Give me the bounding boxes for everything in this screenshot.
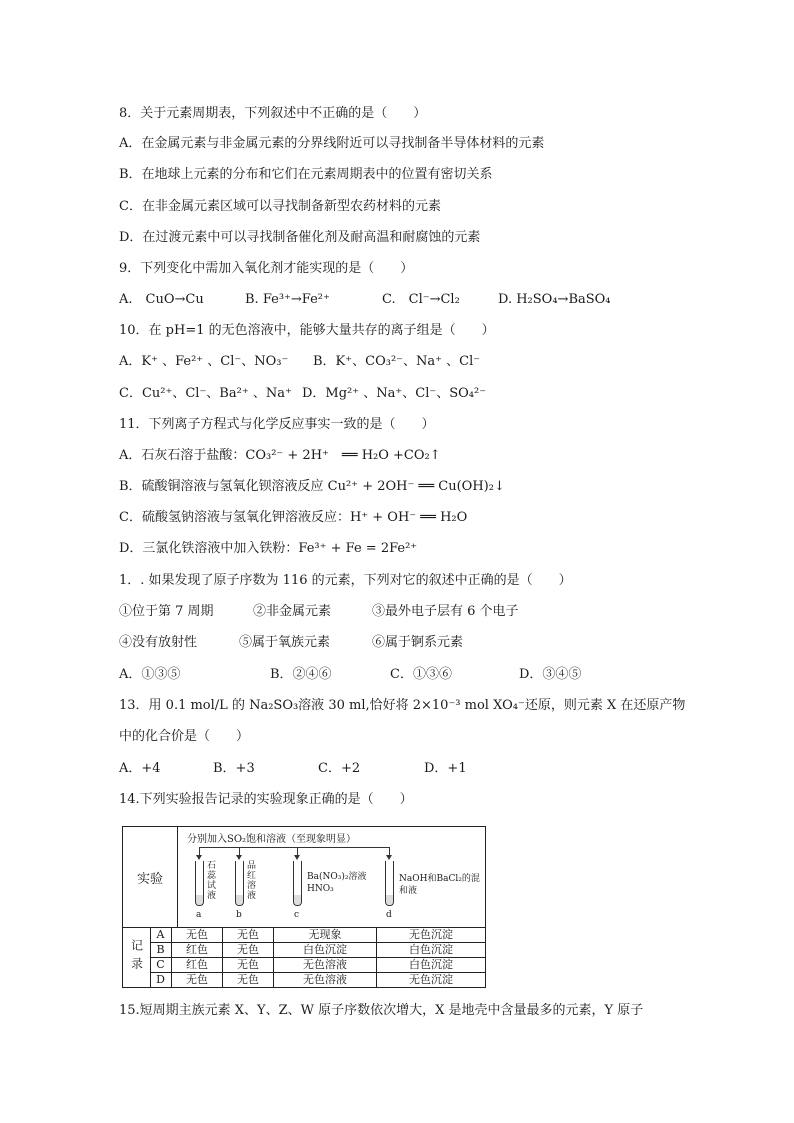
row-a-col-a: 无色 — [172, 927, 223, 942]
row-c-letter: C — [150, 957, 172, 972]
tube-c — [293, 861, 302, 906]
row-d-letter: D — [150, 972, 172, 987]
row-a-col-d: 无色沉淀 — [409, 928, 453, 941]
q12-statement-3: ③最外电子层有 6 个电子 — [372, 604, 519, 619]
diagram-caption: 分别加入SO₂饱和溶液（至现象明显） — [187, 834, 357, 845]
q12-statement-5: ⑤属于氧族元素 — [239, 635, 331, 650]
q8-option-b: B．在地球上元素的分布和它们在元素周期表中的位置有密切关系 — [119, 167, 493, 182]
experiment-header-label: 实验 — [123, 827, 178, 928]
record-label — [123, 927, 151, 987]
row-a-letter: A — [150, 927, 172, 942]
row-a-col-b: 无色 — [223, 927, 274, 942]
row-d-col-c: 无色溶液 — [274, 972, 377, 987]
q11-option-c: C．硫酸氢钠溶液与氢氧化钾溶液反应：H⁺ + OH⁻ ══ H₂O — [119, 510, 468, 525]
q11-option-b: B．硫酸铜溶液与氢氧化钡溶液反应 Cu²⁺ + 2OH⁻ ══ Cu(OH)₂↓ — [119, 479, 505, 494]
tube-d-label: NaOH和BaCl₂的混和液 — [399, 874, 480, 896]
q12-stem: 1．. 如果发现了原子序数为 116 的元素，下列对它的叙述中正确的是（ ） — [119, 573, 572, 588]
q10-option-c: C．Cu²⁺、Cl⁻、Ba²⁺ 、Na⁺ — [119, 386, 292, 401]
q8-option-a: A．在金属元素与非金属元素的分界线附近可以寻找制备半导体材料的元素 — [119, 136, 545, 151]
tube-b — [235, 861, 244, 906]
tube-c-label: Ba(NO₃)₂溶液 HNO₃ — [307, 872, 367, 894]
q13-stem-line2: 中的化合价是（ ） — [119, 729, 250, 744]
q13-option-b: B．+3 — [213, 761, 255, 776]
q13-option-c: C．+2 — [318, 761, 361, 776]
q12-option-d: D．③④⑤ — [519, 667, 582, 682]
q12-statement-4: ④没有放射性 — [119, 635, 198, 650]
q9-option-d: D. H₂SO₄→BaSO₄ — [498, 292, 611, 307]
q9-option-b: B. Fe³⁺→Fe²⁺ — [245, 292, 330, 307]
q8-stem: 8．关于元素周期表，下列叙述中不正确的是（ ） — [119, 106, 427, 121]
tube-d-arrow-icon — [386, 855, 392, 860]
row-b-col-d: 白色沉淀 — [409, 943, 453, 956]
q10-option-d: D．Mg²⁺ 、Na⁺、Cl⁻、SO₄²⁻ — [302, 386, 487, 401]
tube-c-letter: c — [294, 910, 300, 920]
row-b-col-b: 无色 — [223, 942, 274, 957]
row-d-col-b: 无色 — [223, 972, 274, 987]
q12-option-b: B．②④⑥ — [270, 667, 332, 682]
q15-stem: 15.短周期主族元素 X、Y、Z、W 原子序数依次增大，X 是地壳中含量最多的元素，Y 原子 — [119, 1003, 644, 1018]
tube-b-label: 品红溶液 — [247, 861, 257, 901]
q13-stem-line1: 13．用 0.1 mol/L 的 Na₂SO₃溶液 30 ml,恰好将 2×10⁻³ mol XO₄⁻还原，则元素 X 在还原产物 — [119, 698, 686, 713]
tube-d — [385, 861, 394, 906]
tube-b-arrow-icon — [236, 855, 242, 860]
row-d-col-d: 无色沉淀 — [409, 973, 453, 986]
q11-option-a: A．石灰石溶于盐酸：CO₃²⁻ + 2H⁺ ══ H₂O +CO₂↑ — [119, 448, 441, 463]
q10-option-b: B．K⁺、CO₃²⁻、Na⁺ 、Cl⁻ — [313, 354, 481, 369]
table-row — [150, 957, 485, 973]
q9-option-a: A. CuO→Cu — [119, 292, 204, 307]
q14-stem: 14.下列实验报告记录的实验现象正确的是（ ） — [119, 792, 413, 807]
row-d-col-a: 无色 — [172, 972, 223, 987]
tube-d-letter: d — [386, 910, 392, 920]
q13-option-a: A．+4 — [119, 761, 161, 776]
q9-stem: 9．下列变化中需加入氧化剂才能实现的是（ ） — [119, 261, 414, 276]
q12-option-a: A．①③⑤ — [119, 667, 181, 682]
row-c-col-d: 白色沉淀 — [409, 958, 453, 971]
q8-option-c: C．在非金属元素区域可以寻找制备新型农药材料的元素 — [119, 199, 441, 214]
tube-c-arrow-icon — [294, 855, 300, 860]
row-c-col-b: 无色 — [223, 957, 274, 972]
q12-statement-6: ⑥属于锕系元素 — [372, 635, 464, 650]
q12-statement-1: ①位于第 7 周期 — [119, 604, 214, 619]
row-b-col-c: 白色沉淀 — [274, 942, 377, 957]
record-label-text: 记录 — [129, 939, 144, 975]
row-c-col-a: 红色 — [172, 957, 223, 972]
q13-option-d: D．+1 — [424, 761, 467, 776]
q10-stem: 10．在 pH=1 的无色溶液中，能够大量共存的离子组是（ ） — [119, 323, 495, 338]
experiment-diagram — [177, 827, 485, 928]
row-c-col-c: 无色溶液 — [274, 957, 377, 972]
tube-b-letter: b — [236, 910, 242, 920]
tube-a-letter: a — [196, 910, 202, 920]
q8-option-d: D．在过渡元素中可以寻找制备催化剂及耐高温和耐腐蚀的元素 — [119, 230, 481, 245]
tube-a — [195, 861, 204, 906]
caption-bracket-line — [199, 847, 389, 848]
table-row — [150, 942, 485, 958]
q11-stem: 11．下列离子方程式与化学反应事实一致的是（ ） — [119, 417, 435, 432]
q11-option-d: D．三氯化铁溶液中加入铁粉：Fe³⁺ + Fe = 2Fe²⁺ — [119, 541, 418, 556]
q9-option-c: C. Cl⁻→Cl₂ — [382, 292, 460, 307]
q12-statement-2: ②非金属元素 — [253, 604, 332, 619]
q10-option-a: A．K⁺ 、Fe²⁺ 、Cl⁻、NO₃⁻ — [119, 354, 289, 369]
tube-a-arrow-icon — [196, 855, 202, 860]
experiment-table — [122, 826, 486, 988]
row-b-letter: B — [150, 942, 172, 957]
table-row — [150, 972, 485, 987]
q12-option-c: C．①③⑥ — [390, 667, 452, 682]
row-a-col-c: 无现象 — [274, 927, 377, 942]
tube-a-label: 石蕊试液 — [207, 861, 217, 901]
table-row — [150, 927, 485, 943]
row-b-col-a: 红色 — [172, 942, 223, 957]
